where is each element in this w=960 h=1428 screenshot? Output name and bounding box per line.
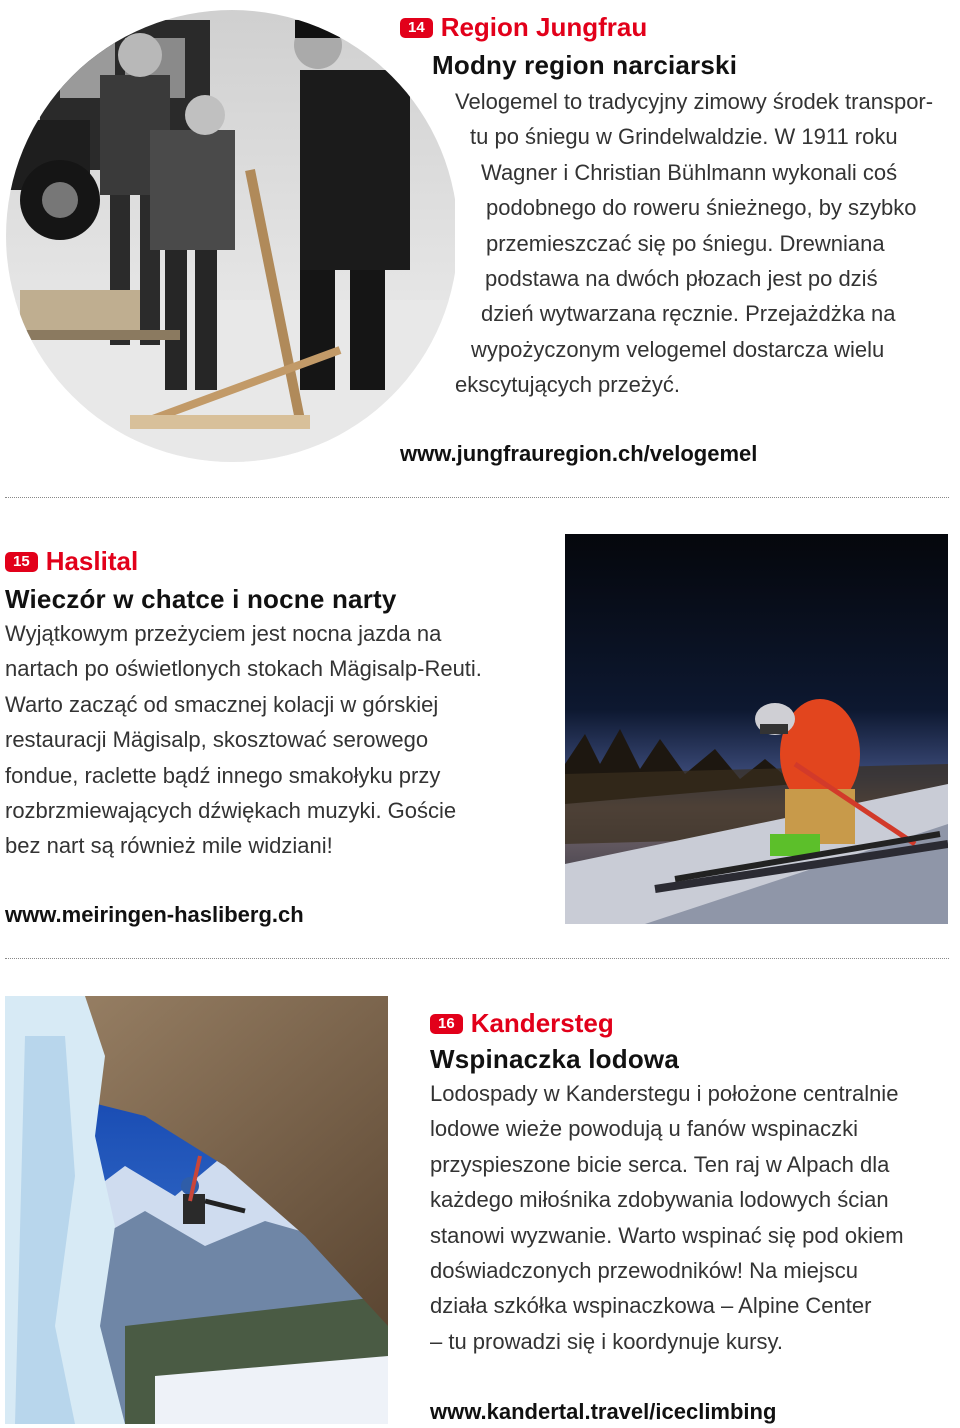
- section-number-badge: 16: [430, 1014, 463, 1034]
- dotted-divider: [5, 497, 949, 498]
- night-skier-photo: [565, 534, 948, 924]
- region-title: Region Jungfrau: [440, 12, 648, 42]
- body-line: przemieszczać się po śniegu. Drewniana: [486, 230, 885, 256]
- ice-climber-photo: [5, 996, 388, 1424]
- body-line: działa szkółka wspinaczkowa – Alpine Center: [430, 1293, 872, 1319]
- website-link[interactable]: www.meiringen-hasliberg.ch: [5, 902, 304, 927]
- region-title: Kandersteg: [470, 1008, 614, 1038]
- region-title: Haslital: [45, 546, 139, 576]
- body-line: Warto zacząć od smacznej kolacji w górskiej: [5, 691, 439, 717]
- section-heading: [430, 1008, 614, 1039]
- website-link[interactable]: www.kandertal.travel/iceclimbing: [430, 1399, 777, 1424]
- body-line: lodowe wieże powodują u fanów wspinaczki: [430, 1116, 859, 1142]
- body-line: tu po śniegu w Grindelwaldzie. W 1911 roku: [470, 124, 898, 150]
- body-line: Velogemel to tradycyjny zimowy środek transpor-: [455, 89, 934, 114]
- section-body: [5, 616, 482, 864]
- section-body: [430, 1076, 904, 1359]
- body-line: Wyjątkowym przeżyciem jest nocna jazda na: [5, 621, 442, 646]
- body-line: ekscytujących przeżyć.: [455, 372, 680, 398]
- body-line: rozbrzmiewających dźwiękach muzyki. Goście: [5, 798, 457, 824]
- section-subtitle: Modny region narciarski: [432, 50, 738, 80]
- body-line: fondue, raclette bądź innego smakołyku przy: [5, 762, 441, 788]
- section-subtitle: Wspinaczka lodowa: [430, 1044, 680, 1074]
- body-line: doświadczonych przewodników! Na miejscu: [430, 1258, 858, 1284]
- body-line: – tu prowadzi się i koordynuje kursy.: [430, 1328, 783, 1354]
- dotted-divider: [5, 958, 949, 959]
- website-link[interactable]: www.jungfrauregion.ch/velogemel: [400, 441, 758, 466]
- section-number-badge: 15: [5, 552, 38, 572]
- body-line: Lodospady w Kanderstegu i położone centralnie: [430, 1081, 899, 1106]
- section-number-badge: 14: [400, 18, 433, 38]
- body-line: nartach po oświetlonych stokach Mägisalp-Reuti.: [5, 656, 482, 682]
- body-line: przyspieszone bicie serca. Ten raj w Alpach dla: [430, 1151, 890, 1177]
- body-line: stanowi wyzwanie. Warto wspinać się pod okiem: [430, 1222, 904, 1248]
- body-line: restauracji Mägisalp, skosztować serowego: [5, 727, 429, 753]
- body-line: Wagner i Christian Bühlmann wykonali coś: [481, 159, 898, 185]
- section-subtitle: Wieczór w chatce i nocne narty: [5, 584, 397, 614]
- body-line: dzień wytwarzana ręcznie. Przejażdżka na: [481, 301, 896, 327]
- body-line: podobnego do roweru śnieżnego, by szybko: [486, 195, 917, 221]
- section-heading: [5, 546, 138, 577]
- section-heading: [400, 12, 647, 43]
- body-line: wypożyczonym velogemel dostarcza wielu: [471, 336, 885, 362]
- vintage-velogemel-photo: [0, 0, 455, 470]
- body-line: podstawa na dwóch płozach jest po dziś: [485, 266, 878, 291]
- body-line: każdego miłośnika zdobywania lodowych ścian: [430, 1187, 889, 1213]
- body-line: bez nart są również mile widziani!: [5, 833, 333, 859]
